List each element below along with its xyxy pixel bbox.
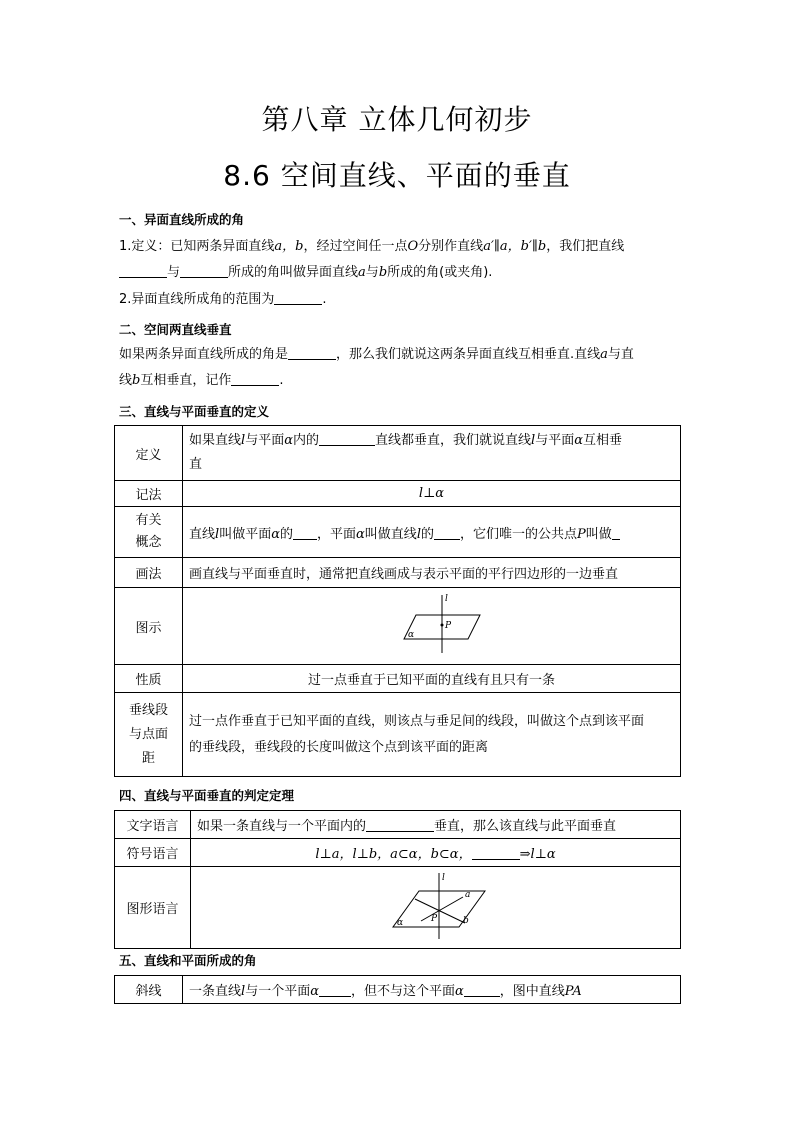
criterion-theorem-table [114, 810, 681, 949]
notation-cell: l⊥α [183, 481, 681, 507]
table-row [115, 693, 681, 777]
table-row [115, 507, 681, 558]
fill-blank[interactable] [366, 817, 434, 832]
text: 所成的角叫做异面直线 [228, 265, 359, 280]
symbol-language-cell [191, 839, 681, 867]
property-cell: 过一点垂直于已知平面的直线有且只有一条 [183, 665, 681, 693]
oblique-line-cell [183, 976, 681, 1004]
text: ，那么我们就说这两条异面直线互相垂直.直线 [336, 347, 601, 362]
math-text: l⊥a，l⊥b，a⊂α，b⊂α， [315, 847, 472, 862]
math-text: α [271, 526, 280, 542]
math-text: l [241, 433, 246, 448]
row-label: 图示 [115, 588, 183, 665]
label-l: l [441, 872, 445, 883]
text: . [322, 292, 327, 307]
text: 线 [119, 373, 133, 388]
table-row [115, 665, 681, 693]
math-text: a [358, 265, 366, 280]
text: 过一点作垂直于已知平面的直线，则该点与垂足间的线段，叫做这个点到该平面 [189, 713, 645, 729]
text: 垂直，那么该直线与此平面垂直 [434, 819, 617, 834]
label-a: a [464, 889, 470, 900]
math-text: α [284, 433, 293, 448]
fill-blank[interactable] [319, 431, 375, 446]
row-label: 斜线 [115, 976, 183, 1004]
text: ，它们唯一的公共点 [460, 526, 578, 542]
fill-blank[interactable] [180, 263, 228, 278]
text: 概念 [135, 535, 162, 550]
section-4-heading: 四、直线与平面垂直的判定定理 [119, 788, 295, 803]
row-label [115, 507, 183, 558]
table-row [115, 976, 681, 1004]
section-1-paragraph-1 [119, 234, 679, 286]
text: 与一个平面 [245, 984, 311, 999]
line-perpendicular-plane-figure [382, 591, 482, 657]
text: ，我们把直线 [546, 239, 625, 254]
row-label [115, 693, 183, 777]
label-alpha: α [407, 630, 414, 640]
text: 互相垂直，记作 [140, 373, 232, 388]
section-title: 8.6 空间直线、平面的垂直 [223, 159, 571, 192]
text: ，平面 [317, 526, 357, 542]
line-a [421, 897, 463, 921]
perpendicular-definition-table [114, 425, 681, 777]
text: 与直 [607, 347, 634, 362]
fill-blank[interactable] [434, 525, 460, 540]
text: 叫做平面 [219, 526, 272, 542]
text: 2.异面直线所成角的范围为 [119, 292, 275, 307]
label-b: b [462, 915, 469, 926]
section-5-heading: 五、直线和平面所成的角 [119, 953, 257, 968]
text: 直线都垂直，我们就说直线 [375, 433, 532, 448]
text: 叫做直线 [364, 526, 417, 542]
table-row [115, 811, 681, 839]
perpendicular-segment-cell [183, 693, 681, 777]
graph-language-cell [191, 867, 681, 949]
math-text: l [416, 526, 421, 542]
text: 叫做 [585, 526, 612, 542]
math-text: a，b [274, 239, 304, 254]
label-P: P [430, 913, 437, 924]
text: 的 [279, 526, 293, 542]
table-row [115, 839, 681, 867]
row-label: 性质 [115, 665, 183, 693]
math-text: b [132, 373, 141, 388]
row-label: 文字语言 [115, 811, 191, 839]
fill-blank[interactable] [612, 525, 620, 540]
text: 1.定义：已知两条异面直线 [119, 239, 275, 254]
text: 一条直线 [189, 984, 242, 999]
label-P: P [444, 621, 451, 631]
fill-blank[interactable] [472, 845, 520, 860]
text: 与平面 [245, 433, 285, 448]
math-text: a [600, 347, 608, 362]
text: 所成的角(或夹角). [387, 265, 493, 280]
text: 分别作直线 [418, 239, 484, 254]
terms-cell [183, 507, 681, 558]
figure-cell [183, 588, 681, 665]
text-language-cell [191, 811, 681, 839]
math-text: O [407, 239, 419, 254]
text: 与 [167, 265, 181, 280]
math-text: ⇒l⊥α [519, 847, 556, 862]
fill-blank[interactable] [274, 290, 322, 305]
row-label: 图形语言 [115, 867, 191, 949]
definition-cell [183, 426, 681, 481]
text: 与平面 [535, 433, 575, 448]
section-2-heading: 二、空间两直线垂直 [119, 322, 232, 337]
text: 距 [141, 750, 155, 766]
table-row [115, 558, 681, 588]
foot-point [440, 624, 443, 627]
fill-blank[interactable] [319, 982, 351, 997]
text: . [279, 373, 284, 388]
text: 如果两条异面直线所成的角是 [119, 347, 289, 362]
text: 如果一条直线与一个平面内的 [197, 819, 367, 834]
text: 内的 [292, 433, 319, 448]
label-alpha: α [396, 917, 403, 928]
math-text: l [215, 526, 220, 542]
line-plane-angle-table [114, 975, 681, 1004]
text: 与点面 [128, 726, 168, 742]
text: ，但不与这个平面 [350, 984, 455, 999]
table-row [115, 588, 681, 665]
section-1-heading: 一、异面直线所成的角 [119, 212, 245, 227]
math-text: l [241, 984, 246, 999]
chapter-title: 第八章 立体几何初步 [261, 103, 533, 136]
section-3-heading: 三、直线与平面垂直的定义 [119, 404, 270, 419]
fill-blank[interactable] [464, 982, 500, 997]
text: 的 [420, 526, 434, 542]
text: 如果直线 [189, 433, 242, 448]
math-text: PA [564, 984, 582, 999]
math-text: α [310, 984, 319, 999]
drawing-cell: 画直线与平面垂直时，通常把直线画成与表示平面的平行四边形的一边垂直 [183, 558, 681, 588]
row-label: 定义 [115, 426, 183, 481]
text: ，经过空间任一点 [303, 239, 408, 254]
table-row [115, 481, 681, 507]
text: 直线 [189, 526, 216, 542]
label-l: l [444, 594, 448, 604]
table-row [115, 426, 681, 481]
math-text: P [577, 526, 586, 542]
text: 直 [189, 457, 203, 472]
fill-blank[interactable] [293, 525, 317, 540]
row-label: 画法 [115, 558, 183, 588]
section-1-paragraph-2 [119, 287, 679, 313]
math-text: l [531, 433, 536, 448]
line-b [415, 899, 465, 923]
table-row [115, 867, 681, 949]
math-text: a′∥a，b′∥b [483, 239, 547, 254]
math-text: b [378, 265, 388, 280]
row-label: 记法 [115, 481, 183, 507]
fill-blank[interactable] [231, 371, 279, 386]
text: 有关 [135, 513, 162, 528]
text: 垂线段 [128, 702, 168, 718]
text: 与 [365, 265, 379, 280]
fill-blank[interactable] [288, 345, 336, 360]
text: 互相垂 [582, 433, 622, 448]
section-2-paragraph [119, 342, 679, 394]
math-text: α [574, 433, 583, 448]
text: 的垂线段，垂线段的长度叫做这个点到该平面的距离 [189, 739, 489, 755]
math-text: α [455, 984, 464, 999]
fill-blank[interactable] [119, 263, 167, 278]
math-text: α [356, 526, 365, 542]
text: ，图中直线 [499, 984, 565, 999]
criterion-figure [381, 871, 491, 941]
row-label: 符号语言 [115, 839, 191, 867]
